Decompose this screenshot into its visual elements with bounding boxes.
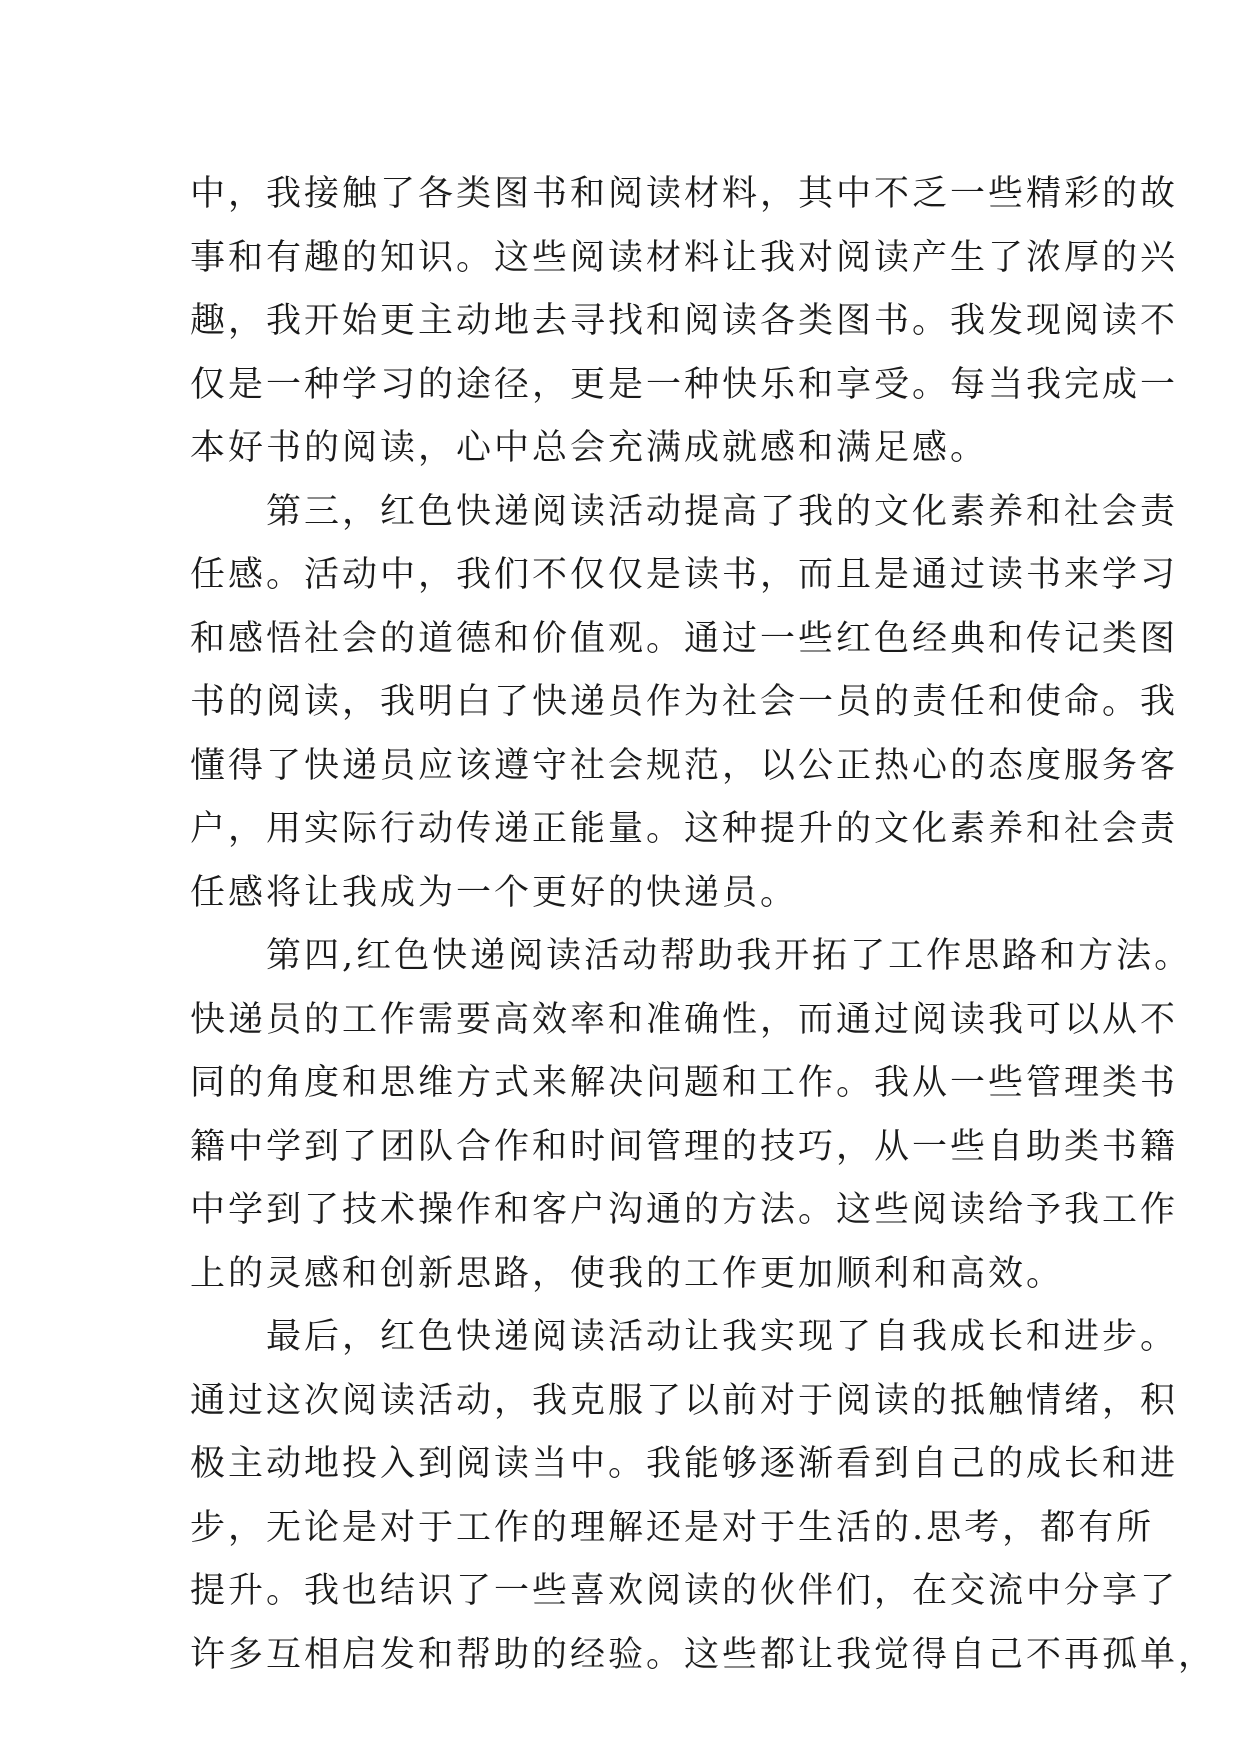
text-line: 任感将让我成为一个更好的快递员。 — [190, 872, 799, 913]
text-line: 和感悟社会的道德和价值观。通过一些红色经典和传记类图 — [190, 618, 1179, 659]
text-line: 快递员的工作需要高效率和准确性，而通过阅读我可以从不 — [190, 999, 1179, 1040]
body-text — [190, 163, 1217, 1687]
text-line: 同的角度和思维方式来解决问题和工作。我从一些管理类书 — [190, 1063, 1179, 1103]
text-line: 上的灵感和创新思路，使我的工作更加顺利和高效。 — [190, 1253, 1065, 1294]
text-line: 极主动地投入到阅读当中。我能够逐渐看到自己的成长和进 — [190, 1444, 1179, 1484]
paragraph-start-line: 第四,红色快递阅读活动帮助我开拓了工作思路和方法。 — [190, 936, 1193, 976]
paragraph-start-line: 最后，红色快递阅读活动让我实现了自我成长和进步。 — [190, 1317, 1179, 1357]
text-line: 任感。活动中，我们不仅仅是读书，而且是通过读书来学习 — [190, 555, 1179, 595]
paragraph-start-line: 第三，红色快递阅读活动提高了我的文化素养和社会责 — [190, 491, 1179, 532]
text-line: 中学到了技术操作和客户沟通的方法。这些阅读给予我工作 — [190, 1190, 1179, 1230]
text-line: 步，无论是对于工作的理解还是对于生活的.思考，都有所 — [190, 1507, 1155, 1548]
text-line: 通过这次阅读活动，我克服了以前对于阅读的抵触情绪，积 — [190, 1380, 1179, 1421]
text-line: 仅是一种学习的途径，更是一种快乐和享受。每当我完成一 — [190, 364, 1179, 405]
text-line: 许多互相启发和帮助的经验。这些都让我觉得自己不再孤单， — [190, 1634, 1217, 1675]
text-line: 书的阅读，我明白了快递员作为社会一员的责任和使命。我 — [190, 682, 1179, 722]
text-line: 籍中学到了团队合作和时间管理的技巧，从一些自助类书籍 — [190, 1126, 1179, 1167]
text-line: 事和有趣的知识。这些阅读材料让我对阅读产生了浓厚的兴 — [190, 237, 1179, 278]
text-line: 提升。我也结识了一些喜欢阅读的伙伴们，在交流中分享了 — [190, 1571, 1179, 1611]
text-line: 懂得了快递员应该遵守社会规范，以公正热心的态度服务客 — [190, 745, 1179, 786]
text-line: 户，用实际行动传递正能量。这种提升的文化素养和社会责 — [190, 809, 1179, 849]
text-line: 趣，我开始更主动地去寻找和阅读各类图书。我发现阅读不 — [190, 301, 1179, 341]
text-line: 本好书的阅读，心中总会充满成就感和满足感。 — [190, 428, 989, 468]
text-line: 中，我接触了各类图书和阅读材料，其中不乏一些精彩的故 — [190, 174, 1179, 214]
